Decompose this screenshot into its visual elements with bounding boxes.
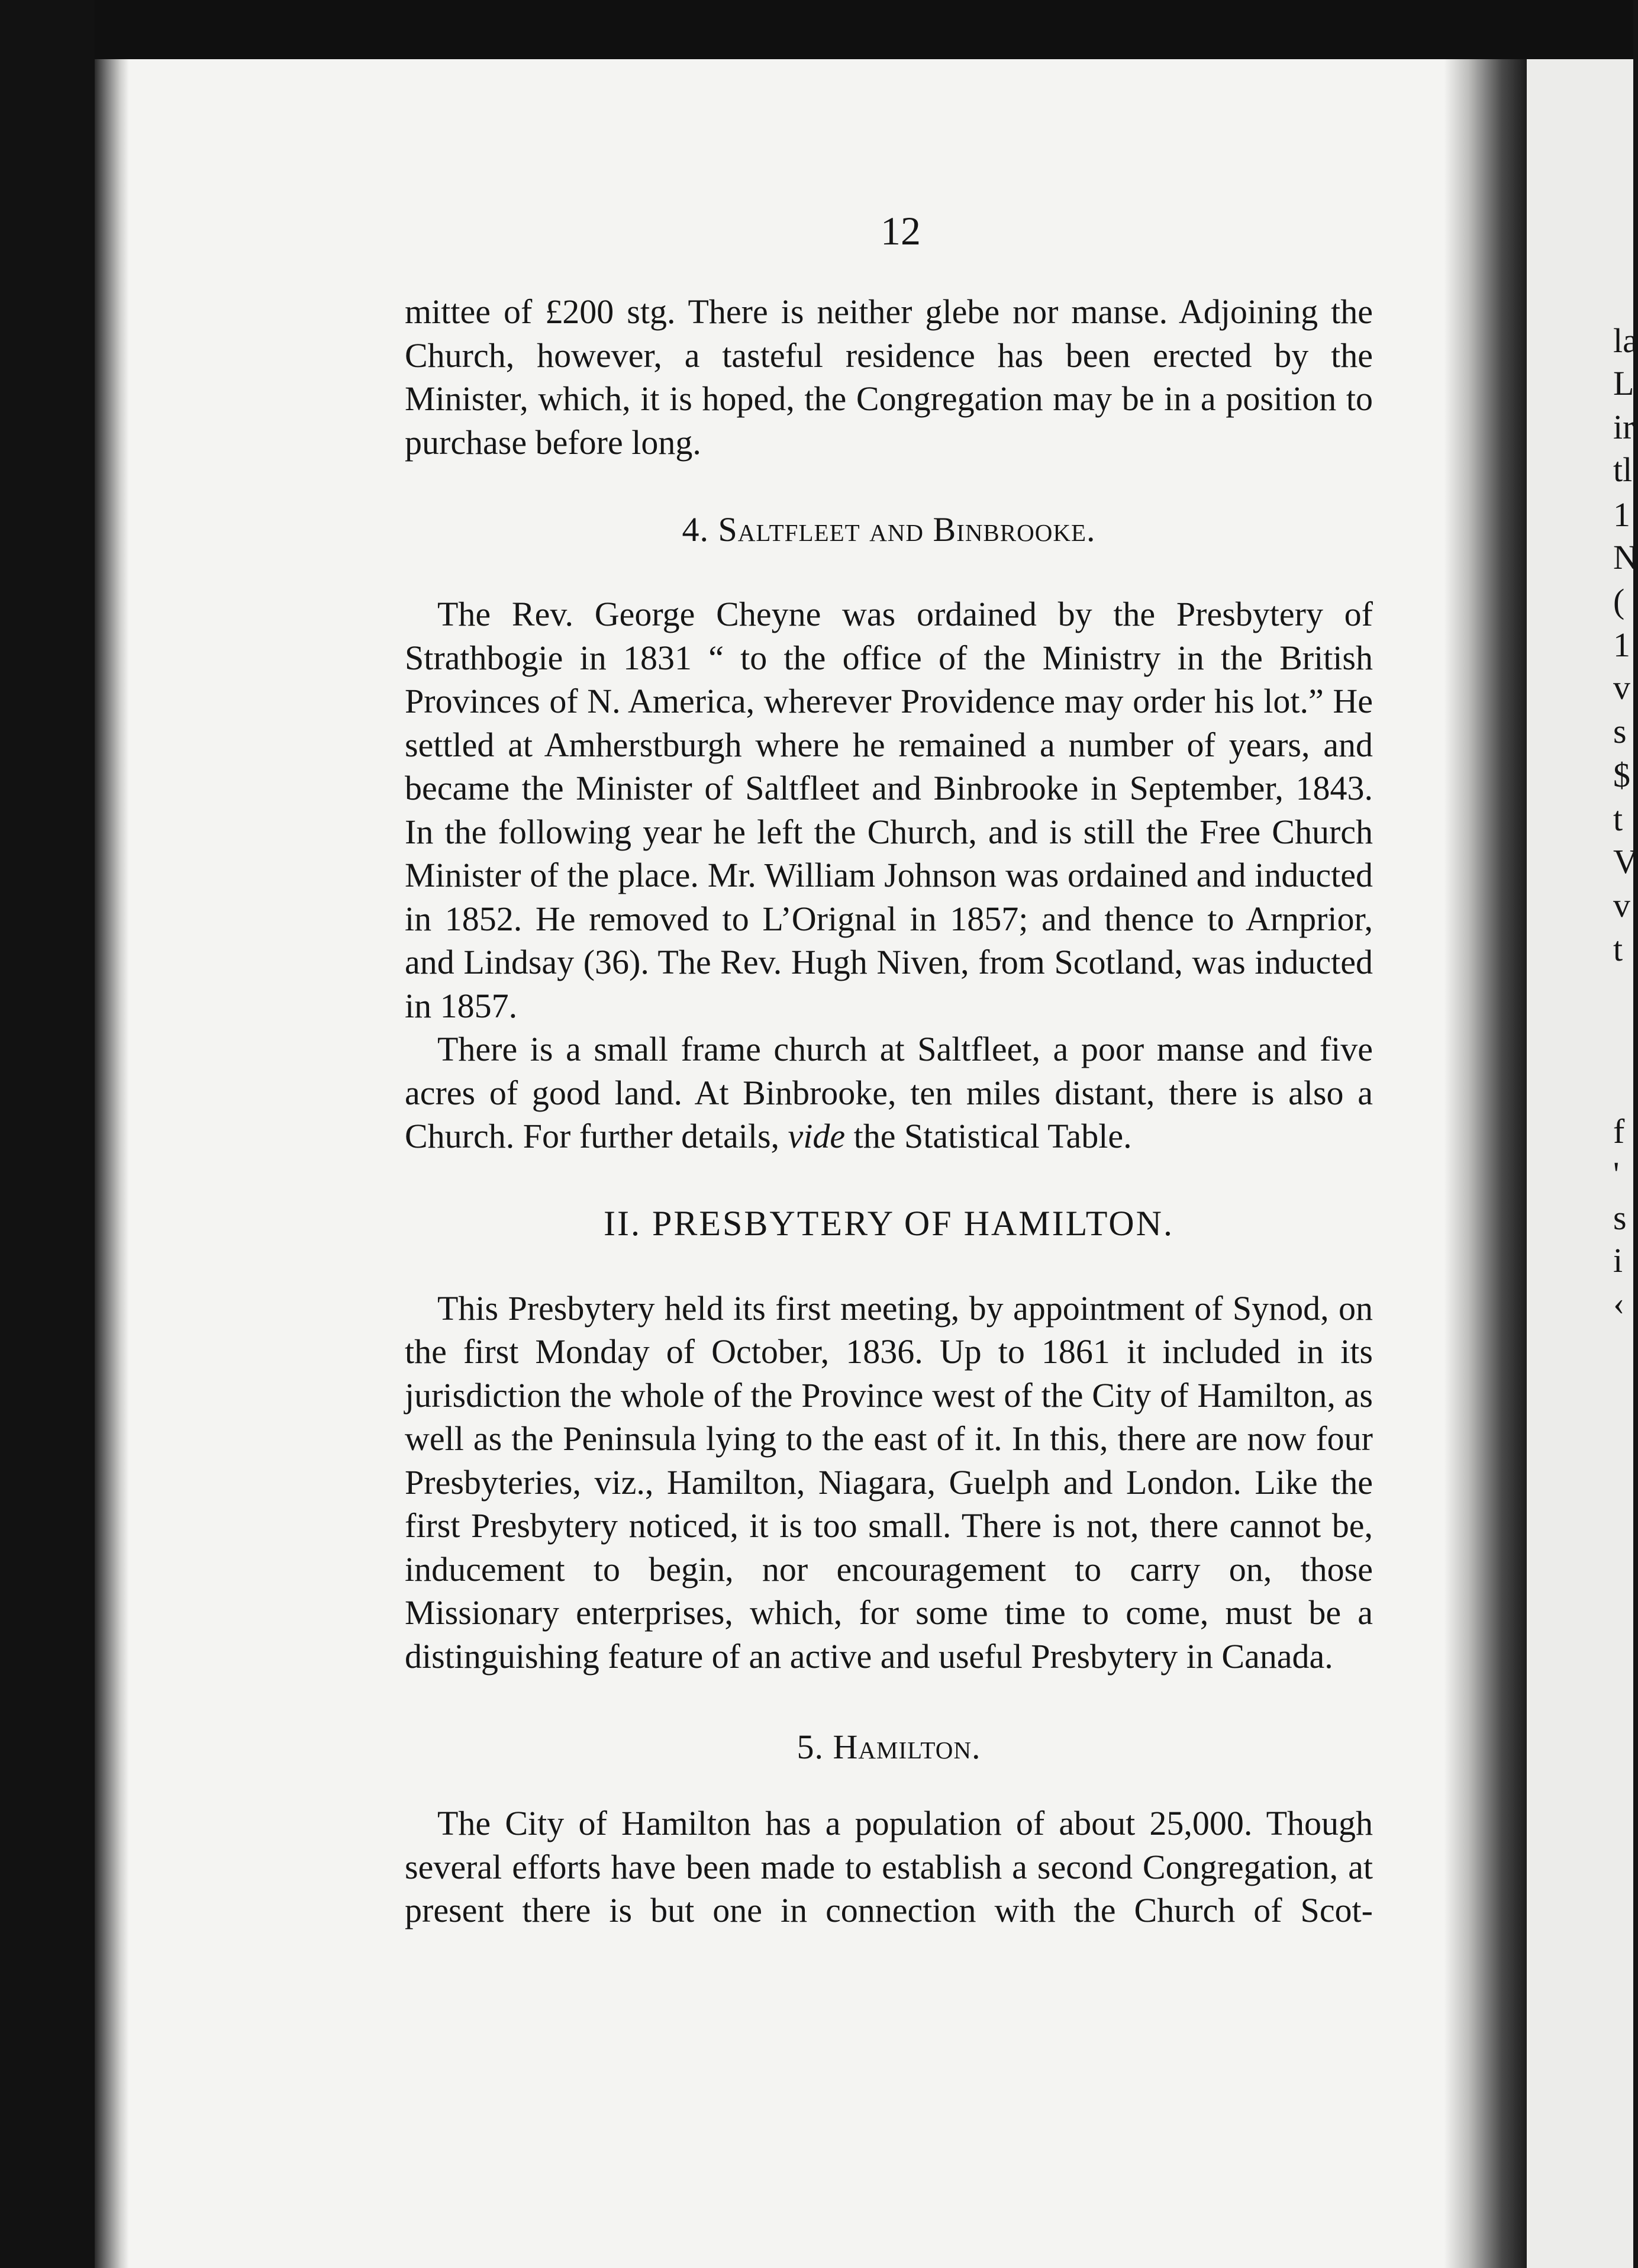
- paragraph-hamilton: The City of Hamilton has a population of about 25,000. Though several efforts have been made to establish a second Congregation, at present there is but one in connection with the Church of Scot-: [405, 1804, 1373, 1929]
- adjacent-page-fragment: N: [1613, 538, 1638, 576]
- adjacent-page-fragment: la: [1613, 321, 1638, 360]
- adjacent-page-fragment: (: [1613, 582, 1625, 620]
- page-edge-shadow: [1444, 59, 1527, 2268]
- adjacent-page-fragment: L: [1613, 364, 1634, 402]
- paragraph-continuation: mittee of £200 stg. There is neither glebe nor manse. Adjoining the Church, however, a tasteful residence has been erected by the Minister, which, it is hoped, the Congregation may be in a position to purchase before long.: [405, 292, 1373, 462]
- paragraph-text: the Statistical Table.: [853, 1117, 1132, 1155]
- adjacent-page-fragment: s: [1613, 1199, 1627, 1237]
- section-heading-saltfleet: 4. Saltfleet and Binbrooke.: [682, 510, 1096, 549]
- adjacent-page-fragment: ‹: [1613, 1284, 1625, 1322]
- adjacent-page-fragment: f: [1613, 1112, 1625, 1151]
- section-heading-hamilton: 5. Hamilton.: [797, 1728, 981, 1766]
- adjacent-page-fragment: t: [1613, 800, 1623, 838]
- adjacent-page-fragment: t: [1613, 930, 1623, 968]
- adjacent-page: [1527, 59, 1638, 2268]
- adjacent-page-fragment: V: [1613, 842, 1638, 881]
- adjacent-page-fragment: 1: [1613, 495, 1630, 534]
- page-number: 12: [881, 208, 921, 253]
- adjacent-page-fragment: s: [1613, 712, 1627, 750]
- section-heading-presbytery: II. PRESBYTERY OF HAMILTON.: [604, 1203, 1174, 1243]
- adjacent-page-fragment: ir: [1613, 408, 1634, 446]
- scan-top-border: [0, 0, 1633, 65]
- page-gutter-shadow: [95, 59, 129, 2268]
- paragraph-text: There is a small frame church at Saltfleet, a poor manse and five acres of good land. At Binbrooke, ten miles distant, there is also a Church. For further details,: [405, 1030, 1373, 1155]
- adjacent-page-fragment: ': [1613, 1155, 1620, 1193]
- page-text-column: [405, 207, 1373, 1932]
- adjacent-page-fragment: i: [1613, 1241, 1623, 1280]
- paragraph-presbytery: This Presbytery held its first meeting, by appointment of Synod, on the first Monday of October, 1836. Up to 1861 it included in its jurisdiction the whole of the Province west of the City of Hamilton, as well as the Peninsula lying to the east of it. In this, there are now four Presbyteries, viz., Hamilton, Niagara, Guelph and London. Like the first Presbytery noticed, it is too small. There is not, there cannot be, inducement to begin, nor encouragement to carry on, those Missionary enterprises, which, for some time to come, must be a distinguishing feature of an active and useful Presbytery in Canada.: [405, 1288, 1373, 1676]
- adjacent-page-fragment: $: [1613, 756, 1630, 794]
- italic-term: vide: [788, 1117, 846, 1155]
- adjacent-page-fragment: 1: [1613, 626, 1630, 664]
- scan-left-border: [0, 0, 95, 2268]
- adjacent-page-fragment: v: [1613, 668, 1630, 707]
- paragraph-saltfleet-church: [405, 1027, 1373, 1158]
- adjacent-page-fragment: tl: [1613, 450, 1633, 489]
- adjacent-page-fragment: v: [1613, 886, 1630, 924]
- paragraph-cheyne: The Rev. George Cheyne was ordained by the Presbytery of Strathbogie in 1831 “ to the office of the Ministry in the British Provinces of N. America, wherever Providence may order his lot.” He settled at Amherstburgh where he remained a number of years, and became the Minister of Saltfleet and Binbrooke in September, 1843. In the following year he left the Church, and is still the Free Church Minister of the place. Mr. William Johnson was ordained and inducted in 1852. He removed to L’Orignal in 1857; and thence to Arnprior, and Lindsay (36). The Rev. Hugh Niven, from Scotland, was inducted in 1857.: [405, 595, 1373, 1025]
